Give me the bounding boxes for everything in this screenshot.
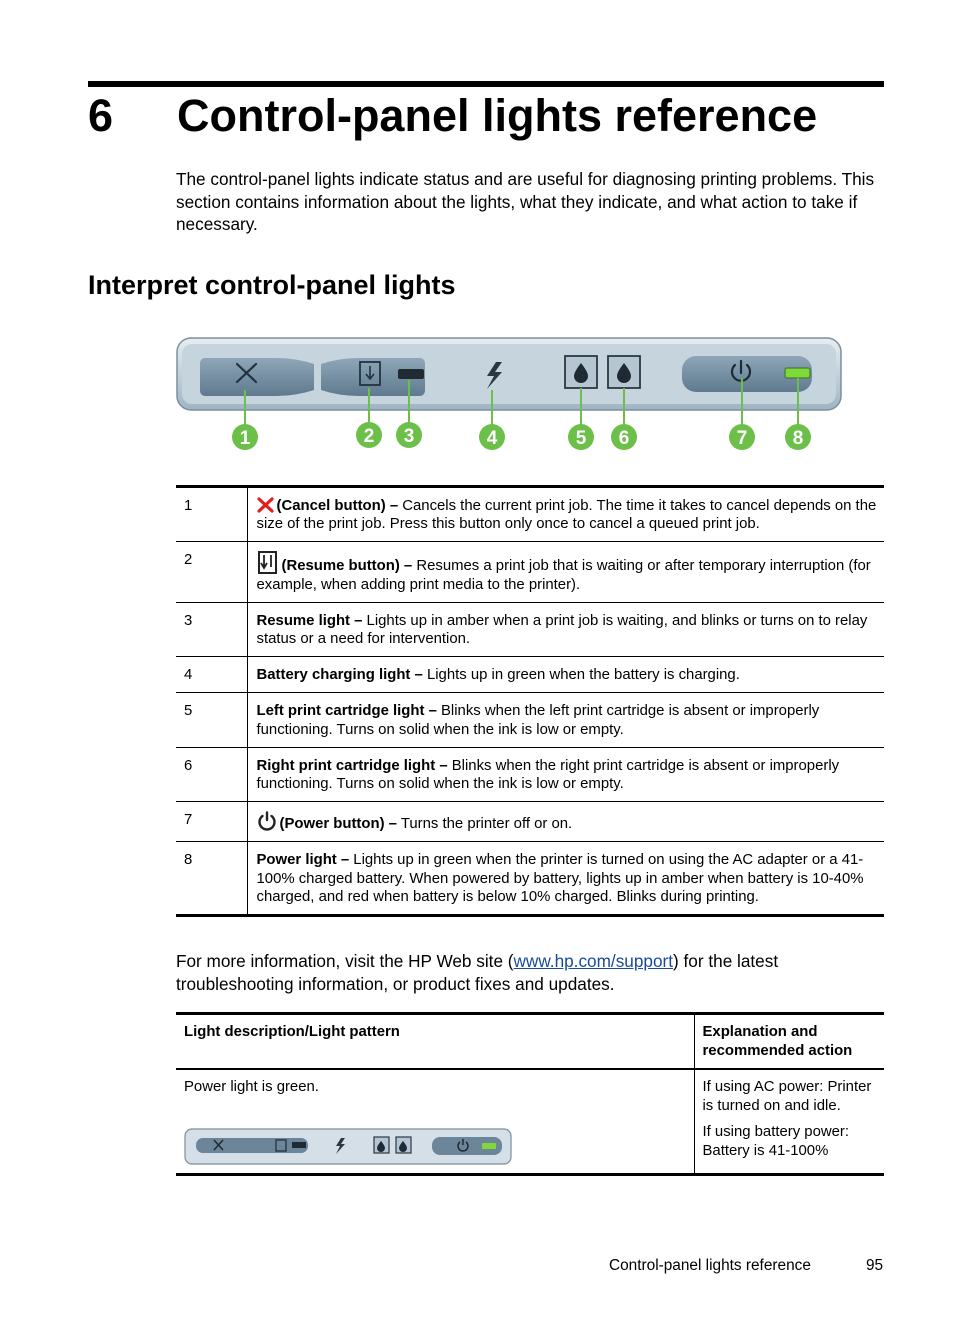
pattern-explanation-cell [694,1069,884,1174]
row-text: Cancels the current print job. The time it takes to cancel depends on the size of the print job. Press this button only once to cancel a queued print job. [256,498,877,533]
chapter-number: 6 [88,90,114,141]
callout-5 [568,424,594,450]
svg-text:1: 1 [239,428,251,449]
chapter-heading [88,88,884,144]
table-row [176,1069,884,1174]
mini-control-panel-illustration [184,1127,514,1167]
row-term: Right print cartridge light – [256,757,448,774]
callout-4 [479,424,505,450]
more-info-text-end: ) for the latest troubleshooting information, or product fixes and updates. [176,951,779,994]
more-info-text: For more information, visit the HP Web site ( [176,951,514,971]
row-number: 8 [176,842,247,916]
callout-6 [611,424,637,450]
svg-text:2: 2 [363,426,375,447]
row-term: Left print cartridge light – [256,703,437,720]
svg-text:3: 3 [403,426,415,447]
chapter-title: Control-panel lights reference [177,90,818,141]
callout-3 [396,422,422,448]
row-text: Lights up in green when the battery is charging. [422,667,740,684]
svg-text:7: 7 [736,428,748,449]
table-row [176,842,884,916]
pattern-description-cell [176,1069,694,1174]
light-pattern-table [176,1012,884,1176]
resume-icon [257,551,279,575]
explanation-battery-power: If using battery power: Battery is 41-100% [702,1124,849,1159]
lights-table [176,485,884,917]
callout-1 [232,424,258,450]
intro-paragraph: The control-panel lights indicate status and are useful for diagnosing printing problems. This section contains information about the lights, what they indicate, and what action to take if necessary. [176,169,875,234]
row-description [247,693,884,747]
row-description [247,842,884,916]
row-text: Resumes a print job that is waiting or after temporary interruption (for example, when adding print media to the printer). [256,558,871,593]
row-term: (Resume button) – [281,558,413,575]
table-header-row [176,1014,884,1070]
row-description [247,657,884,693]
more-info-paragraph [176,950,876,995]
svg-text:8: 8 [792,428,804,449]
pattern-description: Power light is green. [184,1079,319,1096]
callout-7 [729,424,755,450]
callout-8 [785,424,811,450]
svg-text:5: 5 [575,428,587,449]
power-light [785,368,810,378]
resume-light [398,369,424,379]
row-term: Power light – [256,852,350,869]
svg-text:6: 6 [618,428,630,449]
power-icon [257,811,277,831]
chapter-top-rule [88,81,884,87]
row-text: Lights up in amber when a print job is waiting, and blinks or turns on to relay status or a need for intervention. [256,612,868,648]
row-text: Lights up in green when the printer is turned on using the AC adapter or a 41-100% charged battery. When powered by battery, lights up in amber when battery is 10-40% charged, and red when battery is below 10% charged. Blinks during printing. [256,852,864,905]
row-term: (Power button) – [279,816,397,833]
row-description [247,487,884,542]
table-row [176,602,884,656]
footer-page-number: 95 [866,1257,884,1274]
row-term: Battery charging light – [256,667,423,684]
row-number: 1 [176,487,247,542]
column-header-description: Light description/Light pattern [176,1014,694,1070]
row-text: Blinks when the left print cartridge is absent or improperly functioning. Turns on solid when the ink is low or empty. [256,703,820,738]
row-number: 3 [176,602,247,656]
row-number: 4 [176,657,247,693]
row-number: 6 [176,747,247,801]
table-row [176,802,884,842]
explanation-ac-power: If using AC power: Printer is turned on and idle. [702,1079,872,1114]
row-number: 5 [176,693,247,747]
row-text: Turns the printer off or on. [396,816,573,833]
row-term: (Cancel button) – [276,498,399,514]
column-header-explanation: Explanation and recommended action [694,1014,884,1070]
row-description [247,602,884,656]
row-description [247,542,884,602]
table-row [176,657,884,693]
control-panel-illustration [176,336,844,456]
row-text: Blinks when the right print cartridge is absent or improperly functioning. Turns on solid when the ink is low or empty. [256,757,840,793]
row-number: 2 [176,542,247,602]
row-description [247,747,884,801]
row-term: Resume light – [256,612,363,629]
row-description [247,802,884,842]
svg-text:4: 4 [486,428,498,449]
table-row [176,693,884,747]
table-row [176,487,884,542]
table-row [176,747,884,801]
hp-support-link[interactable]: www.hp.com/support [513,951,674,971]
table-row [176,542,884,602]
row-number: 7 [176,802,247,842]
footer-title: Control-panel lights reference [609,1257,811,1274]
callout-2 [356,422,382,448]
cancel-x-icon [257,497,274,513]
section-title: Interpret control-panel lights [88,270,456,300]
